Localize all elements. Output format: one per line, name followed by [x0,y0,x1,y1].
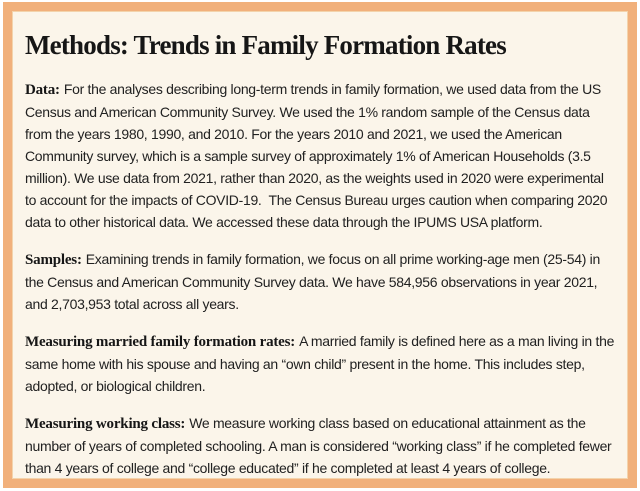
section-samples [25,248,615,315]
section-working-class [25,412,615,479]
methods-card [3,2,637,488]
section-data [25,78,615,233]
page-title: Methods: Trends in Family Formation Rates [25,30,506,60]
section-samples-text: Examining trends in family formation, we focus on all prime working-age men (25-54) in the Census and American Community Survey data. We have 584,956 observations in year 2021, and 2,703,953 total across all years. [25,251,604,313]
section-working-class-text: We measure working class based on educational attainment as the number of years of completed schooling. A man is considered “working class” if he completed fewer than 4 years of college and “college educated” if he completed at least 4 years of college. [25,415,616,477]
section-working-class-label: Measuring working class: [25,416,186,433]
card-content [12,11,628,479]
section-married-rates-text: A married family is defined here as a man living in the same home with his spouse and having an “own child” present in the home. This includes step, adopted, or biological children. [25,333,618,395]
section-samples-label: Samples: [25,252,82,269]
section-married-rates-label: Measuring married family formation rates: [25,334,296,351]
section-data-text: For the analyses describing long-term trends in family formation, we used data from the US Census and American Community Survey. We used the 1% random sample of the Census data from the years 1980, 1990, and 2010. For the years 2010 and 2021, we used the American Community survey, which is a sample survey of approximately 1% of American Households (3.5 million). We use data from 2021, rather than 2020, as the weights used in 2020 were experimental to account for the impacts of COVID-19. The Census Bureau urges caution when comparing 2020 data to other historical data. We accessed these data through the IPUMS USA platform. [25,81,611,231]
section-married-rates [25,330,618,397]
section-data-label: Data: [25,82,60,99]
